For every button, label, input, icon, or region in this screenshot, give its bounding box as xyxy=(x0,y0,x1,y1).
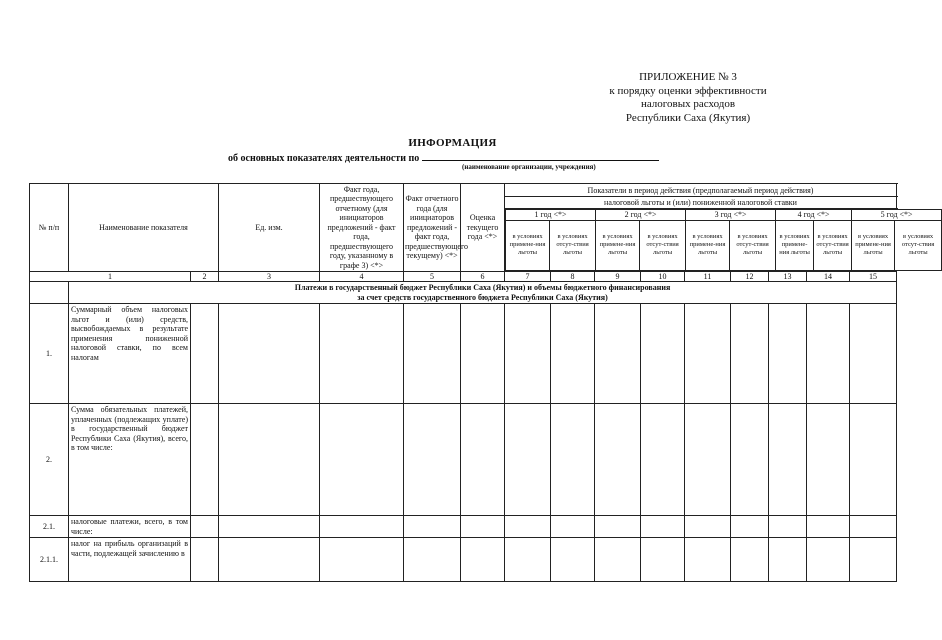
row-name: Суммарный объем налоговых льгот и (или) средств, высвобождаемых в результате применения пониженной налоговой ставки, по всем налогам xyxy=(69,304,191,404)
column-number: 11 xyxy=(685,271,731,282)
cond-absent-header: в условиях отсут-ствия льготы xyxy=(814,220,852,270)
column-number: 9 xyxy=(595,271,641,282)
column-number: 12 xyxy=(731,271,769,282)
header-estimate: Оценка текущего года <*> xyxy=(461,184,505,272)
years-subtable xyxy=(505,209,942,271)
cond-absent-header: в условиях отсут-ствия льготы xyxy=(640,220,686,270)
table-row xyxy=(30,404,897,516)
column-number: 6 xyxy=(461,271,505,282)
organization-blank-line xyxy=(422,151,659,161)
column-number: 14 xyxy=(807,271,850,282)
organization-note: (наименование организации, учреждения) xyxy=(462,163,596,171)
document-title: ИНФОРМАЦИЯ xyxy=(408,137,497,149)
year-3-header: 3 год <*> xyxy=(686,210,776,221)
column-number: 13 xyxy=(769,271,807,282)
appendix-title: ПРИЛОЖЕНИЕ № 3 xyxy=(639,71,737,83)
table-row xyxy=(30,516,897,538)
column-number: 1 xyxy=(30,271,191,282)
row-name: Сумма обязательных платежей, уплаченных (подлежащих уплате) в государственный бюджет Республики Саха (Якутия), всего, в том числе: xyxy=(69,404,191,516)
subtitle-text: об основных показателях деятельности по xyxy=(228,153,420,164)
header-period-line2: налоговой льготы и (или) пониженной налоговой ставки xyxy=(505,197,897,209)
section-heading-line: Платежи в государственный бюджет Республики Саха (Якутия) и объемы бюджетного финансирования xyxy=(294,283,671,292)
cond-absent-header: в условиях отсут-ствия льготы xyxy=(730,220,776,270)
section-heading xyxy=(69,282,897,304)
cond-apply-header: в условиях примене-ния льготы xyxy=(506,220,550,270)
cond-apply-header: в условиях примене-ния льготы xyxy=(776,220,814,270)
year-2-header: 2 год <*> xyxy=(596,210,686,221)
table-row xyxy=(30,304,897,404)
row-name: налоговые платежи, всего, в том числе: xyxy=(69,516,191,538)
appendix-line: к порядку оценки эффективности xyxy=(609,84,767,97)
column-number: 4 xyxy=(320,271,404,282)
header-unit: Ед. изм. xyxy=(219,184,320,272)
row-number: 2.1. xyxy=(30,516,69,538)
row-number: 2.1.1. xyxy=(30,538,69,582)
row-number: 2. xyxy=(30,404,69,516)
appendix-line: налоговых расходов xyxy=(640,98,736,110)
appendix-header xyxy=(568,71,808,125)
row-number: 1. xyxy=(30,304,69,404)
header-no: № п/п xyxy=(30,184,69,272)
section-heading-line: за счет средств государственного бюджета Республики Саха (Якутия) xyxy=(357,292,608,302)
row-name: налог на прибыль организаций в части, подлежащей зачислению в xyxy=(69,538,191,582)
column-number: 15 xyxy=(850,271,897,282)
year-4-header: 4 год <*> xyxy=(776,210,852,221)
header-fact-report: Факт отчетного года (для инициаторов предложений - факт года, предшествующего текущему) <*> xyxy=(404,184,461,272)
appendix-line: Республики Саха (Якутия) xyxy=(625,111,751,124)
column-number: 10 xyxy=(641,271,685,282)
header-period-line: Показатели в период действия (предполагаемый период действия) xyxy=(587,185,814,195)
indicators-table xyxy=(29,183,935,582)
header-period xyxy=(505,184,897,197)
column-number: 2 xyxy=(191,271,219,282)
year-5-header: 5 год <*> xyxy=(852,210,942,221)
cond-absent-header: в условиях отсут-ствия льготы xyxy=(550,220,596,270)
year-1-header: 1 год <*> xyxy=(506,210,596,221)
cond-absent-header: в условиях отсут-ствия льготы xyxy=(895,220,942,270)
header-name: Наименование показателя xyxy=(69,184,219,272)
cond-apply-header: в условиях примене-ния льготы xyxy=(596,220,640,270)
table-row xyxy=(30,538,897,582)
column-number: 8 xyxy=(551,271,595,282)
column-number: 7 xyxy=(505,271,551,282)
header-fact-prev: Факт года, предшествующего отчетному (для инициаторов предложений - факт года, предшествующего году, указанному в графе 3) <*> xyxy=(320,184,404,272)
cond-apply-header: в условиях примене-ния льготы xyxy=(852,220,895,270)
cond-apply-header: в условиях примене-ния льготы xyxy=(686,220,730,270)
column-number: 5 xyxy=(404,271,461,282)
column-number: 3 xyxy=(219,271,320,282)
